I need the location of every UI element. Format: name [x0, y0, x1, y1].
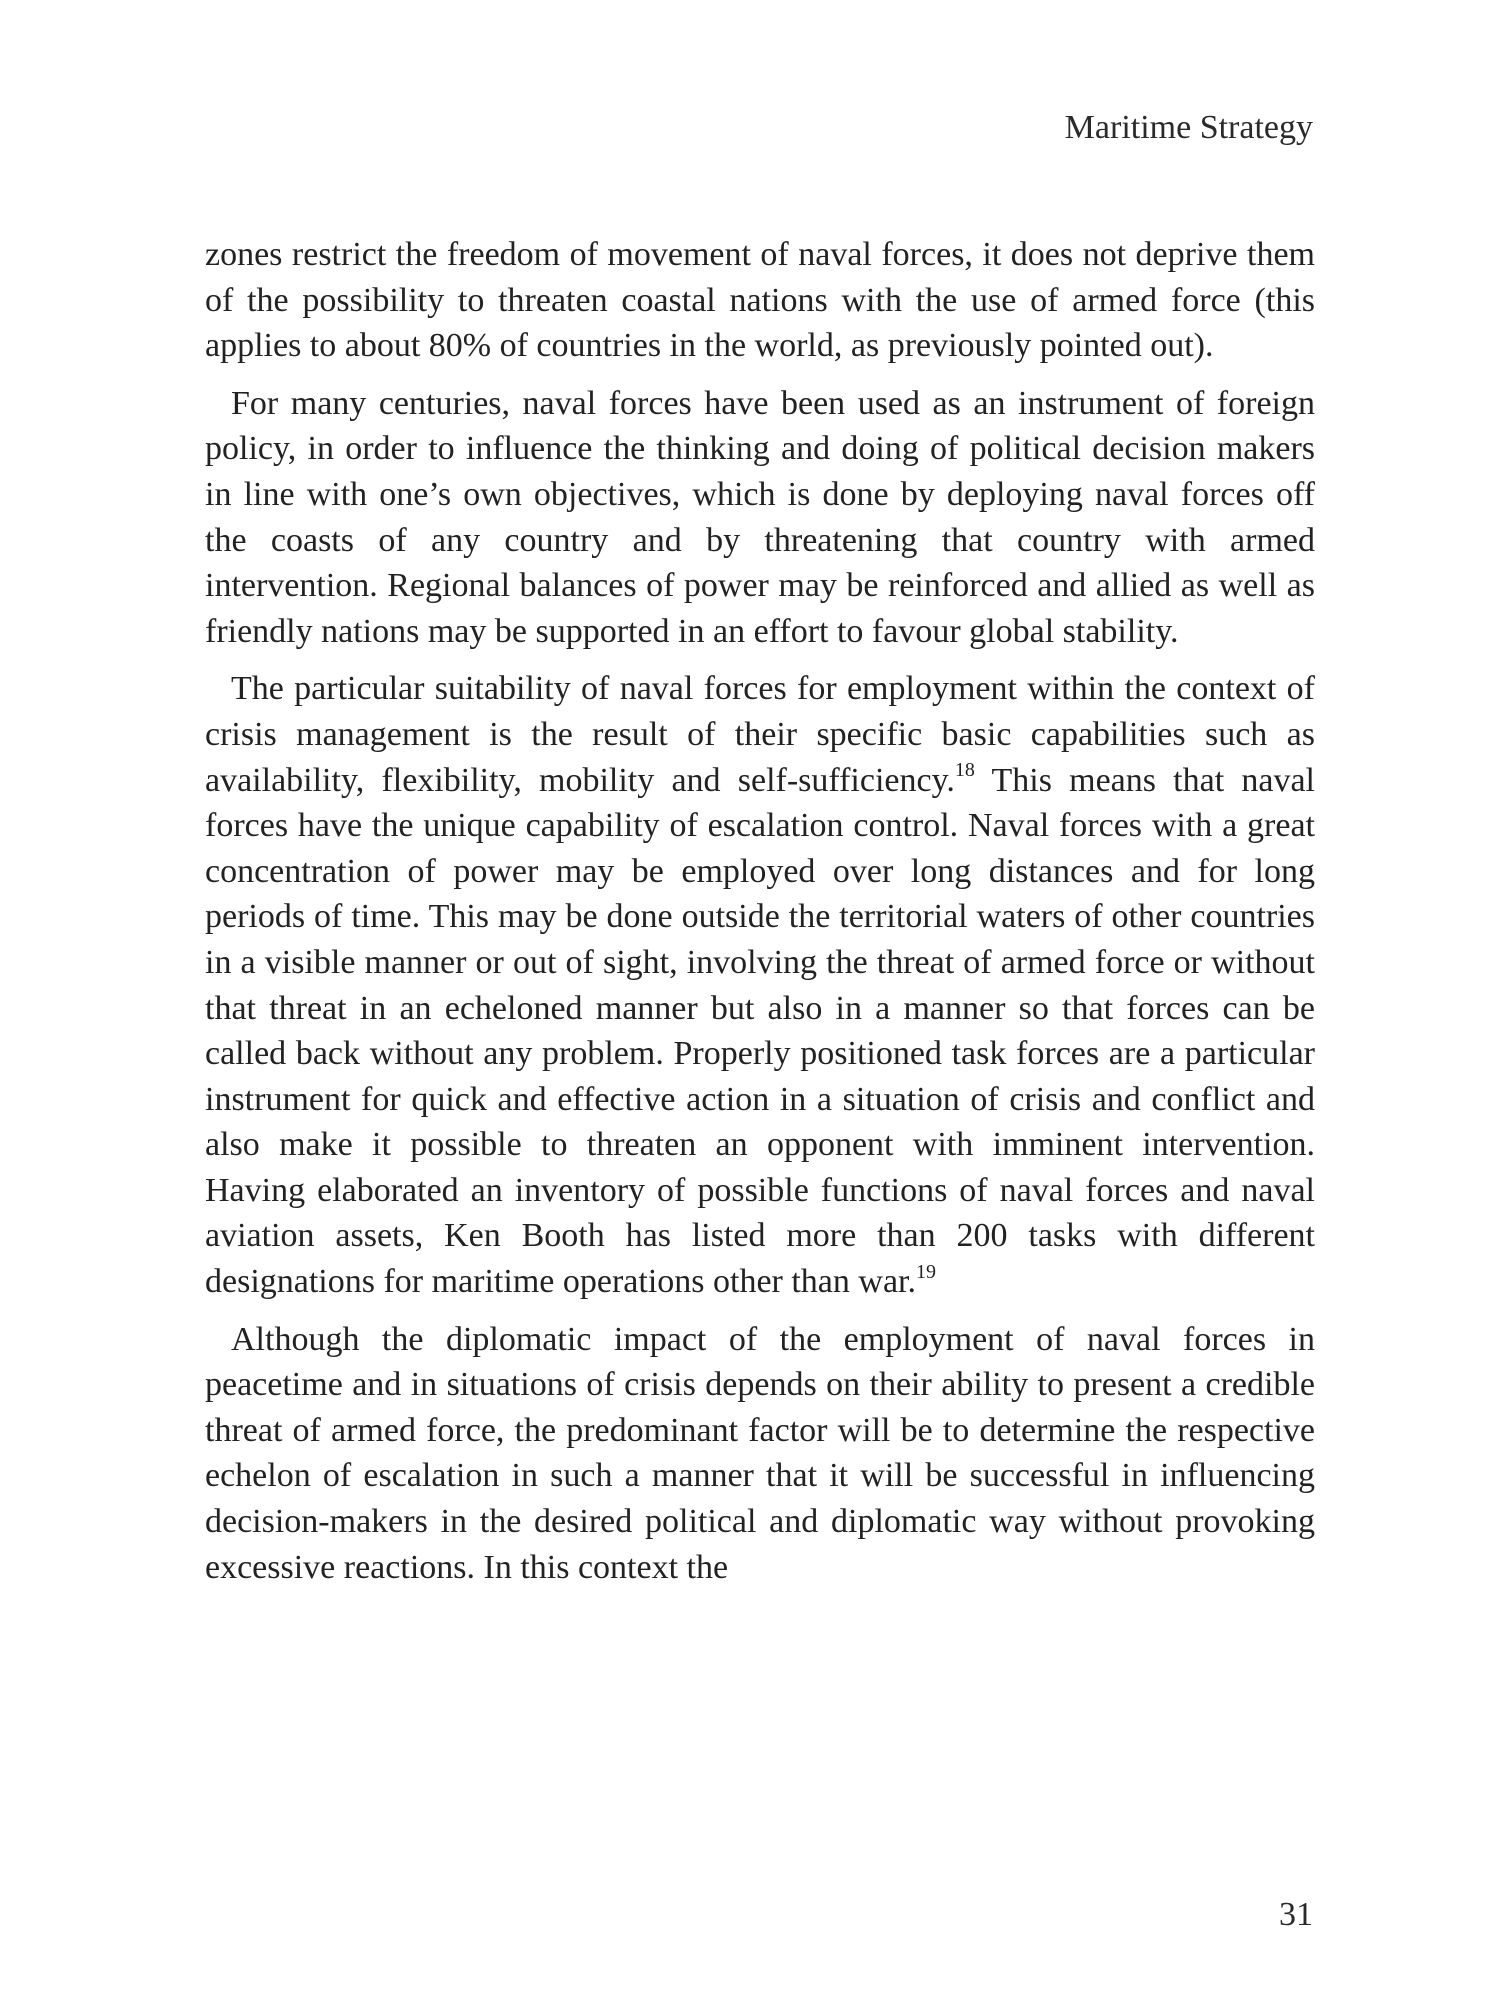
paragraph-4: Although the diplomatic impact of the employment of naval forces in peacetime and in situations of crisis depends on their ability to present a credible threat of armed force, the predominant factor will be to determine the respective echelon of escalation in such a manner that it will be successful in influencing decision-makers in the desired political and diplomatic way without provoking excessive reactions. In this context the [205, 1320, 1315, 1586]
paragraph-2: For many centuries, naval forces have been used as an instrument of foreign policy, in order to influence the thinking and doing of political decision makers in line with one’s own objectives, which is done by deploying naval forces off the coasts of any country and by threatening that country with armed intervention. Regional balances of power may be reinforced and allied as well as friendly nations may be supported in an effort to favour global stability. [205, 384, 1315, 650]
footnote-ref-18: 18 [954, 759, 975, 782]
paragraph-3 [205, 666, 1315, 1304]
paragraph-1: zones restrict the freedom of movement of naval forces, it does not deprive them of the possibility to threaten coastal nations with the use of armed force (this applies to about 80% of countries in the world, as previously pointed out). [205, 236, 1315, 365]
body-text [205, 232, 1315, 1602]
paragraph-3-part-a: The particular suitability of naval forces for employment within the context of crisis management is the result of their specific basic capabilities such as availability, flexibility, mobility and self-sufficiency. [205, 670, 1315, 799]
paragraph-3-part-b: This means that naval forces have the unique capability of escalation control. Naval forces with a great concentration of power may be employed over long distances and for long periods of time. This may be done outside the territorial waters of other countries in a visible manner or out of sight, involving the threat of armed force or without that threat in an echeloned manner but also in a manner so that forces can be called back without any problem. Properly positioned task forces are a particular instrument for quick and effective action in a situation of crisis and conflict and also make it possible to threaten an opponent with imminent intervention. Having elaborated an inventory of possible functions of naval forces and naval aviation assets, Ken Booth has listed more than 200 tasks with different designations for maritime operations other than war. [205, 761, 1315, 1301]
running-header-title: Maritime Strategy [1064, 109, 1313, 146]
footnote-ref-19: 19 [915, 1260, 936, 1283]
page-number: 31 [1279, 1896, 1313, 1933]
